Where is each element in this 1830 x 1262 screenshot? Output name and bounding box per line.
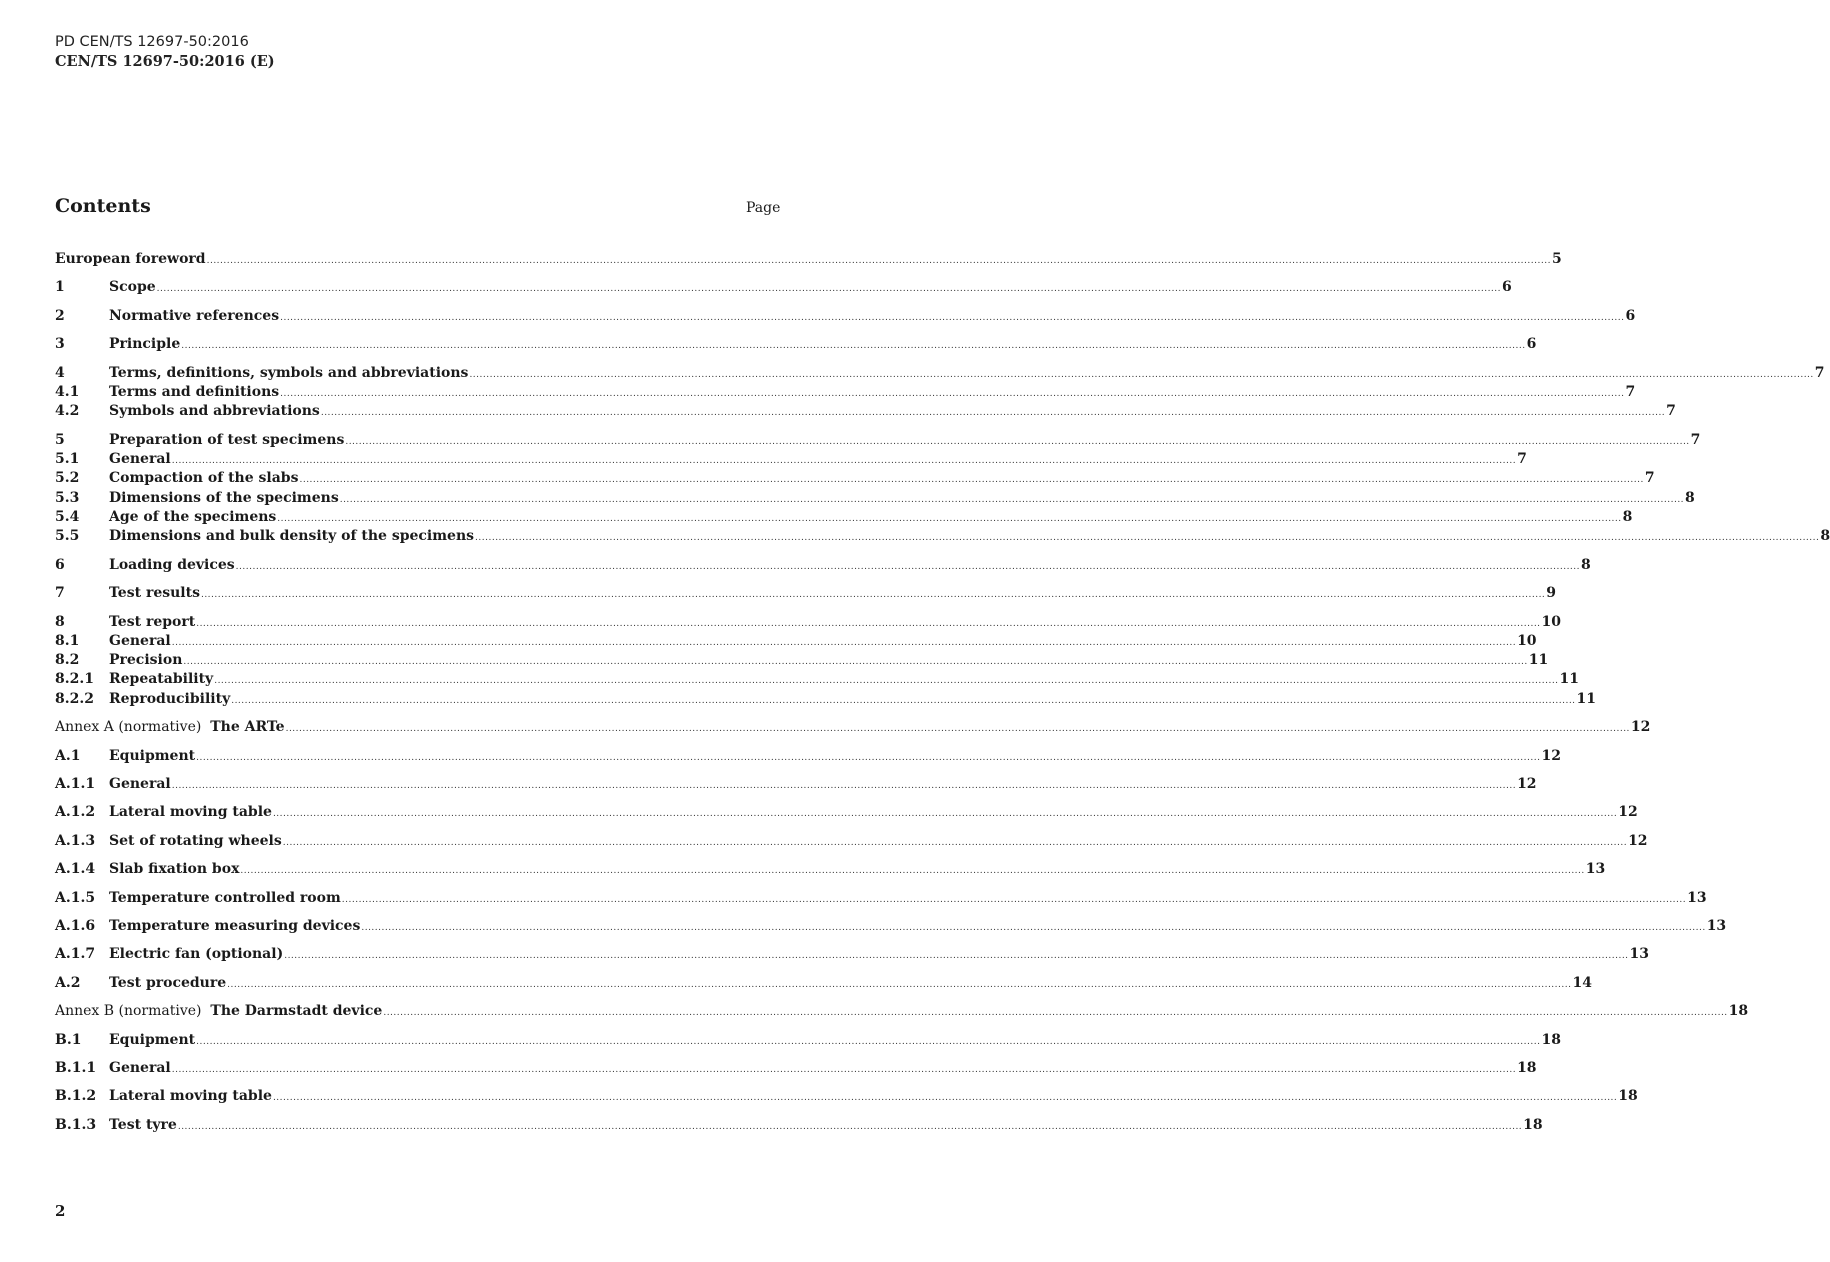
toc-entry[interactable] bbox=[55, 718, 1651, 737]
toc-dot-leader: ................................................................................................................................................................................................................................................................................................................................................................................................................ bbox=[196, 1037, 1541, 1047]
toc-dot-leader: ................................................................................................................................................................................................................................................................................................................................................................................................................ bbox=[345, 437, 1690, 447]
toc-entry-page: 7 bbox=[1666, 403, 1676, 419]
toc-entry-title: Lateral moving table bbox=[109, 1088, 272, 1104]
toc-dot-leader: ................................................................................................................................................................................................................................................................................................................................................................................................................ bbox=[383, 1008, 1728, 1018]
toc-entry[interactable] bbox=[55, 556, 1591, 575]
toc-entry[interactable] bbox=[55, 1002, 1749, 1021]
toc-entry[interactable] bbox=[55, 974, 1592, 993]
toc-entry-title: Terms, definitions, symbols and abbreviations bbox=[109, 365, 469, 381]
toc-dot-leader: ................................................................................................................................................................................................................................................................................................................................................................................................................ bbox=[206, 256, 1551, 266]
toc-entry-number: A.1 bbox=[55, 748, 81, 764]
toc-entry-page: 12 bbox=[1628, 833, 1648, 849]
toc-entry-title: Loading devices bbox=[109, 557, 235, 573]
toc-entry-page: 8 bbox=[1685, 490, 1695, 506]
toc-entry[interactable] bbox=[55, 584, 1557, 603]
toc-entry-number: 8.2.1 bbox=[55, 671, 94, 687]
toc-entry-number: 4.1 bbox=[55, 384, 80, 400]
toc-entry[interactable] bbox=[55, 945, 1650, 964]
toc-entry-page: 6 bbox=[1502, 279, 1512, 295]
toc-entry-page: 7 bbox=[1644, 470, 1655, 486]
toc-entry[interactable] bbox=[55, 307, 1636, 326]
toc-entry-page: 18 bbox=[1517, 1060, 1537, 1076]
toc-entry-number: 1 bbox=[55, 279, 65, 295]
toc-entry-number: 4 bbox=[55, 365, 65, 381]
toc-entry-number: 5.5 bbox=[55, 528, 80, 544]
toc-dot-leader: ................................................................................................................................................................................................................................................................................................................................................................................................................ bbox=[280, 313, 1625, 323]
toc-entry[interactable] bbox=[55, 670, 1580, 689]
toc-entry-page: 6 bbox=[1526, 336, 1537, 352]
toc-dot-leader: ................................................................................................................................................................................................................................................................................................................................................................................................................ bbox=[171, 456, 1517, 466]
toc-entry-title: Reproducibility bbox=[109, 691, 231, 707]
toc-entry-title: Terms and definitions bbox=[109, 384, 280, 400]
toc-entry[interactable] bbox=[55, 402, 1676, 421]
toc-dot-leader: ................................................................................................................................................................................................................................................................................................................................................................................................................ bbox=[171, 638, 1517, 648]
toc-entry-title: Equipment bbox=[109, 748, 196, 764]
toc-entry-title: General bbox=[109, 776, 171, 792]
toc-entry-number: A.1.4 bbox=[55, 861, 96, 877]
toc-entry-page: 10 bbox=[1517, 633, 1537, 649]
toc-entry-number: 5 bbox=[55, 432, 65, 448]
toc-entry-title: Precision bbox=[109, 652, 183, 668]
toc-entry-page: 8 bbox=[1820, 528, 1830, 544]
toc-entry-title: Lateral moving table bbox=[109, 804, 272, 820]
toc-entry-title: Normative references bbox=[109, 308, 280, 324]
toc-entry-title: Principle bbox=[109, 336, 181, 352]
toc-entry[interactable] bbox=[55, 775, 1537, 794]
toc-entry-page: 10 bbox=[1541, 614, 1562, 630]
toc-entry-number: 8.2.2 bbox=[55, 691, 94, 707]
toc-entry[interactable] bbox=[55, 1031, 1561, 1050]
toc-entry-page: 12 bbox=[1541, 748, 1561, 764]
toc-entry-title: Dimensions of the specimens bbox=[109, 490, 339, 506]
toc-entry-page: 6 bbox=[1625, 308, 1636, 324]
toc-dot-leader: ................................................................................................................................................................................................................................................................................................................................................................................................................ bbox=[469, 370, 1814, 380]
toc-entry-number: 5.2 bbox=[55, 470, 80, 486]
toc-entry-page: 12 bbox=[1517, 776, 1537, 792]
toc-entry[interactable] bbox=[55, 747, 1561, 766]
toc-entry-number: 3 bbox=[55, 336, 65, 352]
toc-entry-number: 2 bbox=[55, 308, 65, 324]
toc-entry-page: 18 bbox=[1541, 1032, 1561, 1048]
toc-entry[interactable] bbox=[55, 364, 1825, 383]
toc-entry-title: Test procedure bbox=[109, 975, 227, 991]
toc-entry-title: General bbox=[109, 633, 171, 649]
toc-entry-number: B.1.2 bbox=[55, 1088, 97, 1104]
toc-entry-page: 8 bbox=[1581, 557, 1591, 573]
toc-entry[interactable] bbox=[55, 832, 1648, 851]
toc-entry-page: 9 bbox=[1546, 585, 1557, 601]
toc-entry[interactable] bbox=[55, 1059, 1537, 1078]
toc-entry-title: Test results bbox=[109, 585, 200, 601]
toc-dot-leader: ................................................................................................................................................................................................................................................................................................................................................................................................................ bbox=[320, 408, 1666, 418]
toc-entry-number: A.1.6 bbox=[55, 918, 96, 934]
toc-dot-leader: ................................................................................................................................................................................................................................................................................................................................................................................................................ bbox=[240, 866, 1585, 876]
toc-entry-title: Age of the specimens bbox=[109, 509, 277, 525]
contents-heading: Contents bbox=[55, 195, 151, 217]
toc-entry-title: Set of rotating wheels bbox=[109, 833, 282, 849]
toc-entry-number: B.1.1 bbox=[55, 1060, 97, 1076]
toc-entry-page: 7 bbox=[1814, 365, 1825, 381]
toc-entry[interactable] bbox=[55, 469, 1655, 488]
toc-entry-title: Test tyre bbox=[109, 1117, 177, 1133]
toc-dot-leader: ................................................................................................................................................................................................................................................................................................................................................................................................................ bbox=[171, 1065, 1517, 1075]
toc-dot-leader: ................................................................................................................................................................................................................................................................................................................................................................................................................ bbox=[227, 980, 1572, 990]
toc-entry-page: 7 bbox=[1517, 451, 1527, 467]
header-standard-id: PD CEN/TS 12697-50:2016 bbox=[55, 34, 249, 50]
toc-entry-page: 11 bbox=[1576, 691, 1597, 707]
toc-entry[interactable] bbox=[55, 803, 1638, 822]
toc-dot-leader: ................................................................................................................................................................................................................................................................................................................................................................................................................ bbox=[214, 676, 1559, 686]
toc-dot-leader: ................................................................................................................................................................................................................................................................................................................................................................................................................ bbox=[171, 781, 1517, 791]
toc-entry[interactable] bbox=[55, 613, 1562, 632]
toc-entry-number: 5.1 bbox=[55, 451, 80, 467]
toc-dot-leader: ................................................................................................................................................................................................................................................................................................................................................................................................................ bbox=[177, 1122, 1523, 1132]
toc-entry-title: Temperature measuring devices bbox=[109, 918, 361, 934]
toc-dot-leader: ................................................................................................................................................................................................................................................................................................................................................................................................................ bbox=[285, 724, 1630, 734]
toc-entry-number: A.2 bbox=[55, 975, 81, 991]
toc-entry-page: 13 bbox=[1706, 918, 1727, 934]
toc-dot-leader: ................................................................................................................................................................................................................................................................................................................................................................................................................ bbox=[272, 1093, 1618, 1103]
toc-entry-number: A.1.1 bbox=[55, 776, 96, 792]
toc-entry-number: A.1.2 bbox=[55, 804, 96, 820]
toc-entry-page: 7 bbox=[1690, 432, 1701, 448]
toc-entry[interactable] bbox=[55, 917, 1727, 936]
page-number: 2 bbox=[55, 1202, 66, 1220]
toc-entry-title: European foreword bbox=[55, 251, 206, 267]
toc-entry-number: B.1.3 bbox=[55, 1117, 97, 1133]
toc-entry-page: 13 bbox=[1687, 890, 1707, 906]
toc-entry-title: Slab fixation box bbox=[109, 861, 240, 877]
toc-entry-title: Scope bbox=[109, 279, 156, 295]
toc-entry[interactable] bbox=[55, 690, 1597, 709]
toc-entry[interactable] bbox=[55, 889, 1707, 908]
toc-entry-title: Compaction of the slabs bbox=[109, 470, 299, 486]
toc-entry-title: General bbox=[109, 1060, 171, 1076]
toc-entry-title: Temperature controlled room bbox=[109, 890, 341, 906]
toc-entry[interactable] bbox=[55, 250, 1562, 269]
toc-entry-page: 11 bbox=[1528, 652, 1549, 668]
toc-entry-number: A.1.5 bbox=[55, 890, 96, 906]
toc-entry-title: Repeatability bbox=[109, 671, 214, 687]
toc-dot-leader: ................................................................................................................................................................................................................................................................................................................................................................................................................ bbox=[282, 838, 1628, 848]
toc-dot-leader: ................................................................................................................................................................................................................................................................................................................................................................................................................ bbox=[231, 696, 1576, 706]
toc-entry[interactable] bbox=[55, 383, 1636, 402]
document-header bbox=[55, 32, 275, 72]
toc-entry-page: 12 bbox=[1618, 804, 1638, 820]
toc-dot-leader: ................................................................................................................................................................................................................................................................................................................................................................................................................ bbox=[341, 895, 1687, 905]
toc-entry-title: Symbols and abbreviations bbox=[109, 403, 320, 419]
toc-entry-number: A.1.7 bbox=[55, 946, 96, 962]
toc-dot-leader: ................................................................................................................................................................................................................................................................................................................................................................................................................ bbox=[183, 657, 1528, 667]
toc-entry-title: General bbox=[109, 451, 171, 467]
toc-entry[interactable] bbox=[55, 508, 1633, 527]
header-standard-id-english: CEN/TS 12697-50:2016 (E) bbox=[55, 53, 275, 70]
toc-entry[interactable] bbox=[55, 632, 1537, 651]
toc-entry-page: 18 bbox=[1523, 1117, 1543, 1133]
toc-entry-title: Preparation of test specimens bbox=[109, 432, 345, 448]
page-column-label: Page bbox=[746, 200, 781, 216]
toc-entry[interactable] bbox=[55, 489, 1695, 508]
toc-entry[interactable] bbox=[55, 1116, 1543, 1135]
toc-entry-title: Electric fan (optional) bbox=[109, 946, 284, 962]
toc-entry[interactable] bbox=[55, 860, 1606, 879]
toc-entry-number: 4.2 bbox=[55, 403, 80, 419]
toc-entry-number: A.1.3 bbox=[55, 833, 96, 849]
toc-entry-page: 13 bbox=[1629, 946, 1650, 962]
toc-dot-leader: ................................................................................................................................................................................................................................................................................................................................................................................................................ bbox=[272, 809, 1618, 819]
toc-entry-number: 7 bbox=[55, 585, 65, 601]
toc-entry[interactable] bbox=[55, 431, 1701, 450]
toc-dot-leader: ................................................................................................................................................................................................................................................................................................................................................................................................................ bbox=[475, 533, 1820, 543]
toc-entry[interactable] bbox=[55, 450, 1527, 469]
toc-entry-title: Test report bbox=[109, 614, 196, 630]
toc-entry-number: 8 bbox=[55, 614, 65, 630]
toc-entry-page: 18 bbox=[1728, 1003, 1749, 1019]
toc-dot-leader: ................................................................................................................................................................................................................................................................................................................................................................................................................ bbox=[181, 341, 1526, 351]
toc-entry-page: 14 bbox=[1572, 975, 1592, 991]
toc-entry-page: 8 bbox=[1622, 509, 1633, 525]
toc-entry[interactable] bbox=[55, 1087, 1638, 1106]
toc-dot-leader: ................................................................................................................................................................................................................................................................................................................................................................................................................ bbox=[280, 389, 1625, 399]
toc-entry-number: 8.1 bbox=[55, 633, 80, 649]
toc-entry-page: 7 bbox=[1625, 384, 1636, 400]
toc-entry[interactable] bbox=[55, 278, 1512, 297]
toc-dot-leader: ................................................................................................................................................................................................................................................................................................................................................................................................................ bbox=[156, 284, 1502, 294]
toc-entry-page: 13 bbox=[1585, 861, 1606, 877]
toc-entry-number: B.1 bbox=[55, 1032, 82, 1048]
toc-entry-title: Dimensions and bulk density of the specimens bbox=[109, 528, 475, 544]
toc-dot-leader: ................................................................................................................................................................................................................................................................................................................................................................................................................ bbox=[277, 514, 1622, 524]
toc-entry-number: 6 bbox=[55, 557, 65, 573]
toc-entry-page: 11 bbox=[1559, 671, 1580, 687]
toc-entry[interactable] bbox=[55, 651, 1549, 670]
toc-dot-leader: ................................................................................................................................................................................................................................................................................................................................................................................................................ bbox=[284, 951, 1629, 961]
toc-entry-number: 8.2 bbox=[55, 652, 80, 668]
toc-dot-leader: ................................................................................................................................................................................................................................................................................................................................................................................................................ bbox=[196, 619, 1541, 629]
toc-entry-number: 5.4 bbox=[55, 509, 80, 525]
toc-entry[interactable] bbox=[55, 335, 1537, 354]
toc-entry-title: Annex B (normative) The Darmstadt device bbox=[55, 1003, 383, 1019]
toc-entry-title: Annex A (normative) The ARTe bbox=[55, 719, 285, 735]
toc-entry[interactable] bbox=[55, 527, 1830, 546]
toc-dot-leader: ................................................................................................................................................................................................................................................................................................................................................................................................................ bbox=[361, 923, 1706, 933]
toc-dot-leader: ................................................................................................................................................................................................................................................................................................................................................................................................................ bbox=[299, 475, 1644, 485]
toc-entry-page: 18 bbox=[1618, 1088, 1638, 1104]
toc-entry-number: 5.3 bbox=[55, 490, 80, 506]
toc-dot-leader: ................................................................................................................................................................................................................................................................................................................................................................................................................ bbox=[235, 562, 1581, 572]
toc-entry-title: Equipment bbox=[109, 1032, 196, 1048]
toc-entry-page: 12 bbox=[1630, 719, 1651, 735]
toc-dot-leader: ................................................................................................................................................................................................................................................................................................................................................................................................................ bbox=[196, 753, 1541, 763]
toc-dot-leader: ................................................................................................................................................................................................................................................................................................................................................................................................................ bbox=[200, 590, 1546, 600]
toc-entry-page: 5 bbox=[1551, 251, 1562, 267]
toc-dot-leader: ................................................................................................................................................................................................................................................................................................................................................................................................................ bbox=[339, 495, 1685, 505]
